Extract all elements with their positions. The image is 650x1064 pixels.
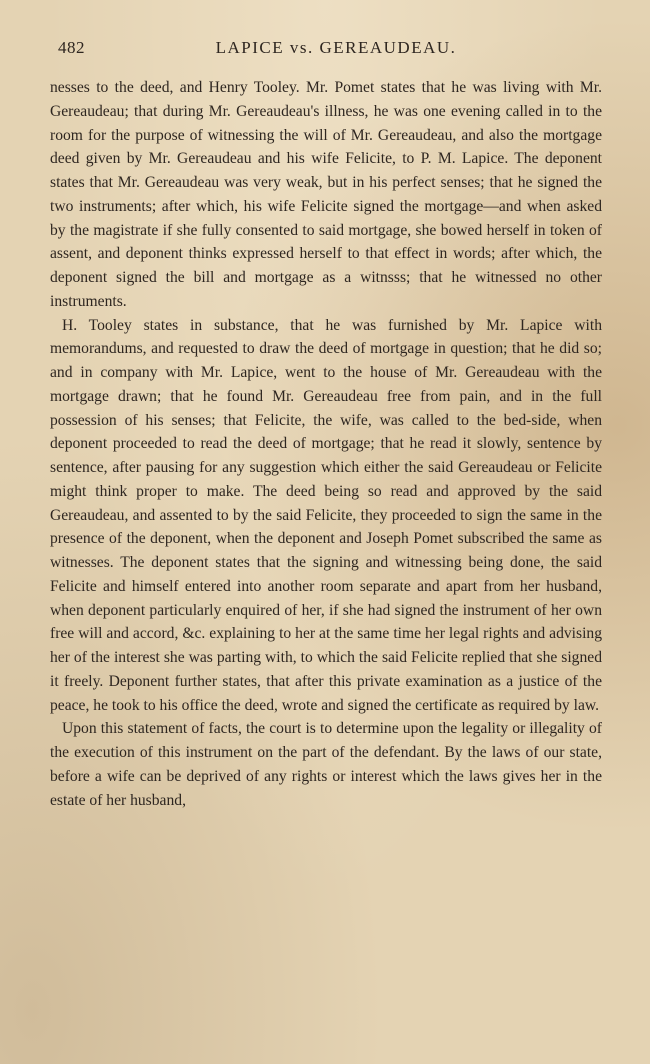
paragraph-tooley-testimony: H. Tooley states in substance, that he was furnished by Mr. Lapice with memorandums, and requested to draw the deed of mortgage in question; that he did so; and in company with Mr. Lapice, went to the house of Mr. Gereaudeau with the mortgage drawn; that he found Mr. Gereaudeau free from pain, and in the full possession of his senses; that Felicite, the wife, was called to the bed-side, when deponent proceeded to read the deed of mortgage; that he read it slowly, sentence by sentence, after pausing for any suggestion which either the said Gereaudeau or Felicite might think proper to make. The deed being so read and approved by the said Gereaudeau, and assented to by the said Felicite, they proceeded to sign the same in the presence of the deponent, when the deponent and Joseph Pomet subscribed the same as witnesses. The deponent states that the signing and witnessing being done, the said Felicite and himself entered into another room separate and apart from her husband, when deponent particularly enquired of her, if she had signed the instrument of her own free will and accord, &c. explaining to her at the same time her legal rights and advising her of the interest she was parting with, to which the said Felicite replied that she signed it freely. Deponent further states, that after this private examination as a justice of the peace, he took to his office the deed, wrote and signed the certificate as required by law. bbox=[50, 316, 602, 714]
running-head: LAPICE vs. GEREAUDEAU. bbox=[215, 38, 457, 57]
paragraph-pomet-testimony: nesses to the deed, and Henry Tooley. Mr. Pomet states that he was living with Mr. Gereaudeau; that during Mr. Gereaudeau's illness, he was one evening called in to the room for the purpose of witnessing the will of Mr. Gereaudeau, and also the mortgage deed given by Mr. Gereaudeau and his wife Felicite, to P. M. Lapice. The deponent states that Mr. Gereaudeau was very weak, but in his perfect senses; that he signed the two instruments; after which, his wife Felicite signed the mortgage—and when asked by the magistrate if she fully consented to said mortgage, she bowed herself in token of assent, and deponent thinks expressed herself to that effect in words; after which, the deponent signed the bill and mortgage as a witnsss; that he witnessed no other instruments. bbox=[50, 79, 602, 310]
paragraph-court-determination: Upon this statement of facts, the court is to determine upon the legality or illegality of the execution of this instrument on the part of the defendant. By the laws of our state, before a wife can be deprived of any rights or interest which the laws gives her in the estate of her husband, bbox=[50, 720, 602, 809]
body-text bbox=[50, 76, 602, 812]
page-number: 482 bbox=[58, 38, 85, 57]
page-header bbox=[58, 38, 614, 66]
